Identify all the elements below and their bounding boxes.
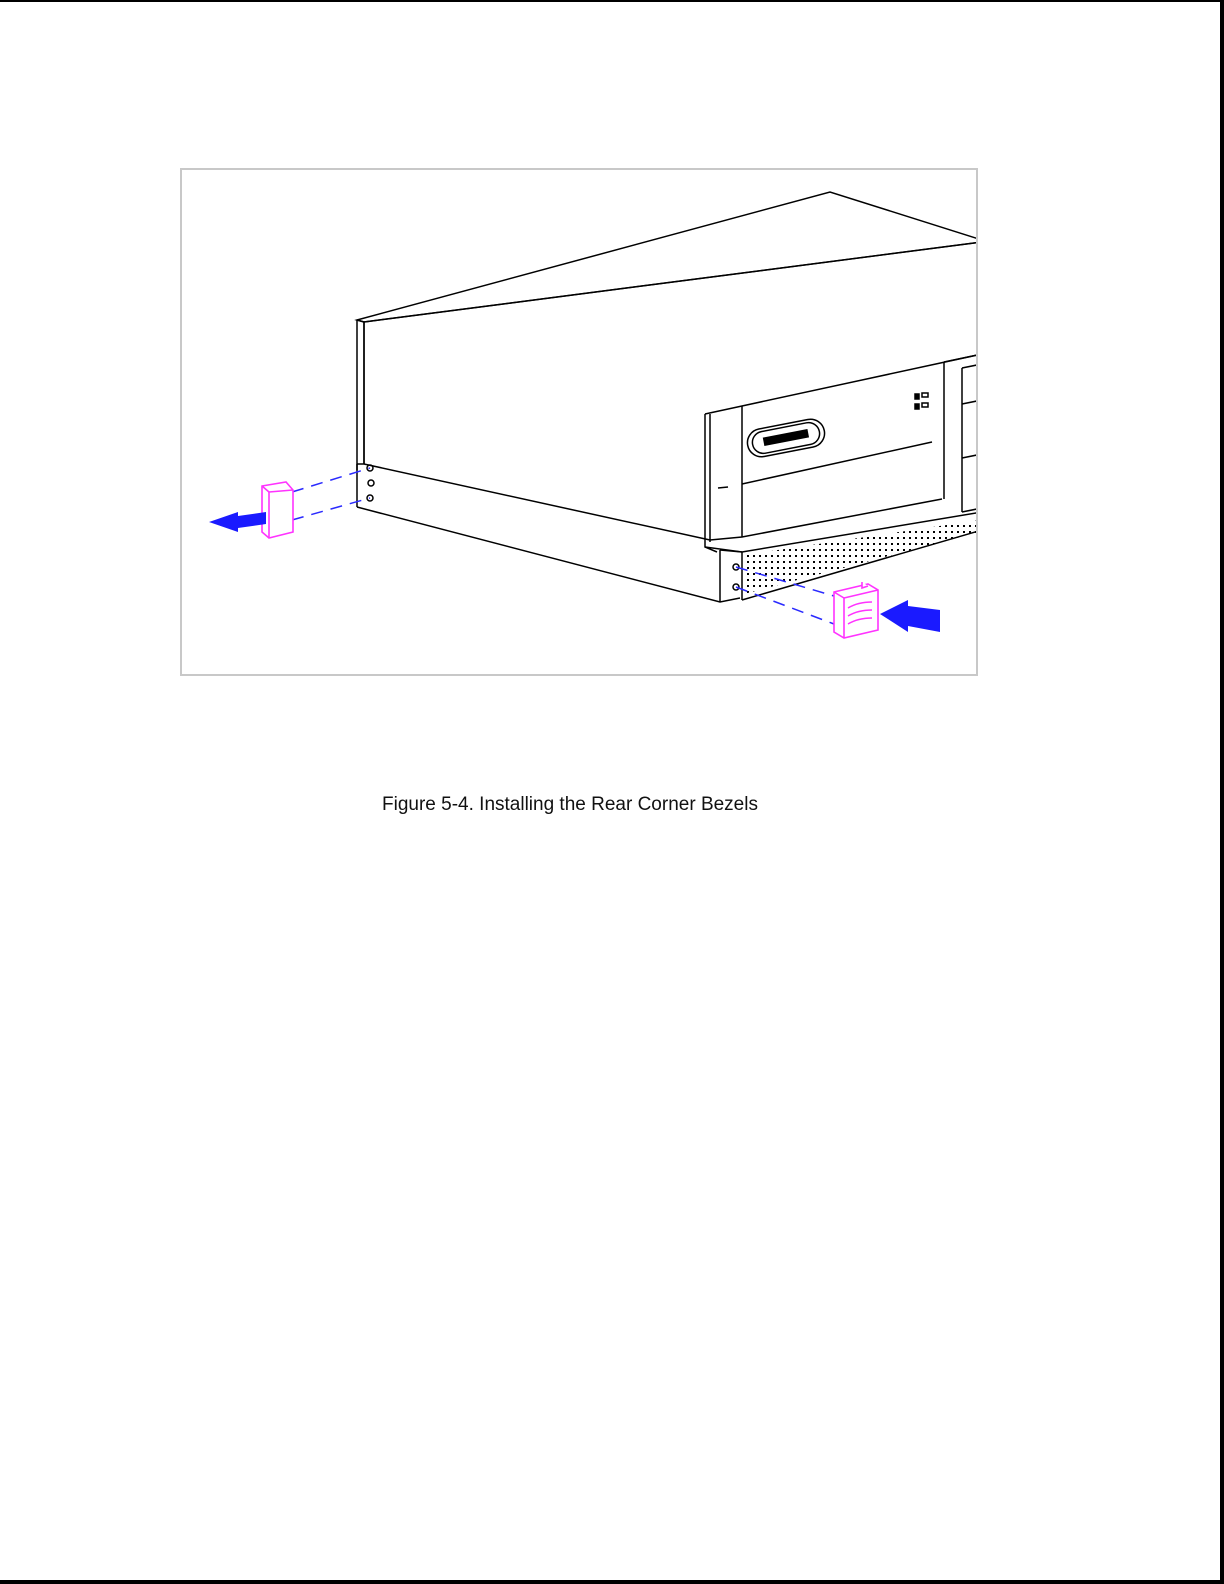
figure-illustration bbox=[180, 168, 978, 676]
guide-lines bbox=[292, 468, 834, 624]
insertion-arrow-right bbox=[880, 600, 940, 632]
insertion-arrow-left bbox=[209, 512, 266, 532]
chassis-diagram bbox=[182, 170, 976, 674]
rear-corner-bezel-left bbox=[262, 482, 293, 538]
figure-caption: Figure 5-4. Installing the Rear Corner Bezels bbox=[382, 794, 758, 815]
vent-grille bbox=[744, 520, 976, 594]
rear-corner-bezel-right bbox=[834, 582, 878, 638]
